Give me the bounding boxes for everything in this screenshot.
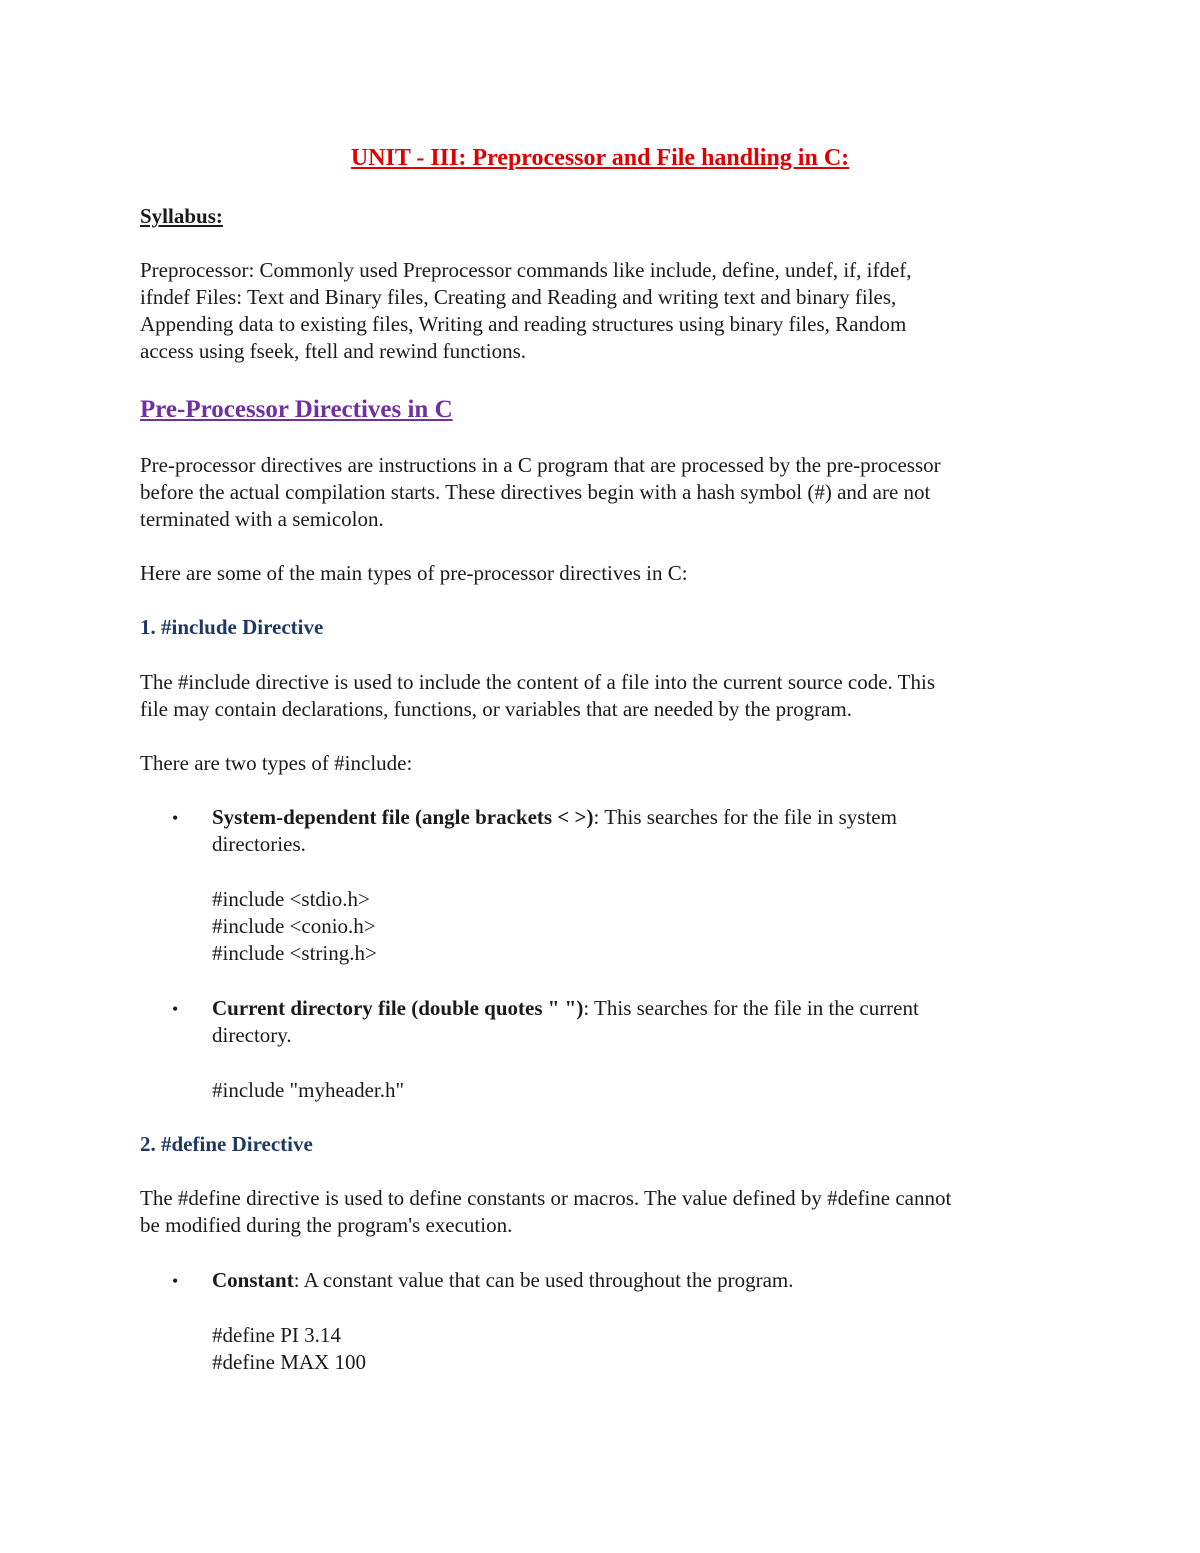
code-line: #define MAX 100	[212, 1350, 366, 1374]
bullet-bold-text: Constant	[212, 1268, 294, 1292]
intro-paragraph	[140, 452, 941, 533]
code-block	[212, 1322, 366, 1376]
intro-line: Pre-processor directives are instructions in a C program that are processed by the pre-processor	[140, 453, 941, 477]
include-bullet-current	[212, 995, 919, 1049]
syllabus-label: Syllabus:	[140, 204, 223, 228]
bullet-text: : This searches for the file in the current	[583, 996, 919, 1020]
define-heading: 2. #define Directive	[140, 1132, 313, 1156]
bullet-bold-text: Current directory file (double quotes " ")	[212, 996, 584, 1020]
include-description	[140, 669, 935, 723]
bullet-icon: •	[172, 808, 179, 828]
syllabus-line: access using fseek, ftell and rewind functions.	[140, 339, 527, 363]
include-desc-line: file may contain declarations, functions, or variables that are needed by the program.	[140, 697, 852, 721]
define-bullet-constant	[212, 1267, 793, 1294]
include-desc-line: The #include directive is used to include the content of a file into the current source code. This	[140, 670, 936, 694]
code-line: #include <stdio.h>	[212, 887, 370, 911]
code-line: #include "myheader.h"	[212, 1078, 405, 1102]
code-block	[212, 886, 377, 967]
code-line: #include <conio.h>	[212, 914, 376, 938]
define-description	[140, 1185, 951, 1239]
page-title: UNIT - III: Preprocessor and File handling in C:	[350, 145, 850, 171]
code-line: #include <string.h>	[212, 941, 377, 965]
define-desc-line: be modified during the program's execution.	[140, 1213, 513, 1237]
syllabus-line: Appending data to existing files, Writing and reading structures using binary files, Random	[140, 312, 907, 336]
syllabus-line: Preprocessor: Commonly used Preprocessor commands like include, define, undef, if, ifdef,	[140, 258, 912, 282]
code-line: #define PI 3.14	[212, 1323, 341, 1347]
bullet-icon: •	[172, 1271, 179, 1291]
bullet-text: : This searches for the file in system	[593, 805, 897, 829]
syllabus-paragraph	[140, 257, 912, 365]
bullet-text: directories.	[212, 832, 306, 856]
bullet-text: : A constant value that can be used throughout the program.	[293, 1268, 794, 1292]
include-heading: 1. #include Directive	[140, 615, 324, 639]
types-intro: Here are some of the main types of pre-processor directives in C:	[140, 561, 688, 585]
bullet-bold-text: System-dependent file (angle brackets < >)	[212, 805, 594, 829]
bullet-text: directory.	[212, 1023, 292, 1047]
include-bullet-system	[212, 804, 897, 858]
syllabus-line: ifndef Files: Text and Binary files, Creating and Reading and writing text and binary files,	[140, 285, 897, 309]
code-block	[212, 1077, 404, 1104]
include-types-line: There are two types of #include:	[140, 751, 413, 775]
intro-line: before the actual compilation starts. These directives begin with a hash symbol (#) and are not	[140, 480, 931, 504]
intro-line: terminated with a semicolon.	[140, 507, 384, 531]
define-desc-line: The #define directive is used to define constants or macros. The value defined by #define cannot	[140, 1186, 952, 1210]
section-heading: Pre-Processor Directives in C	[140, 396, 453, 423]
bullet-icon: •	[172, 999, 179, 1019]
